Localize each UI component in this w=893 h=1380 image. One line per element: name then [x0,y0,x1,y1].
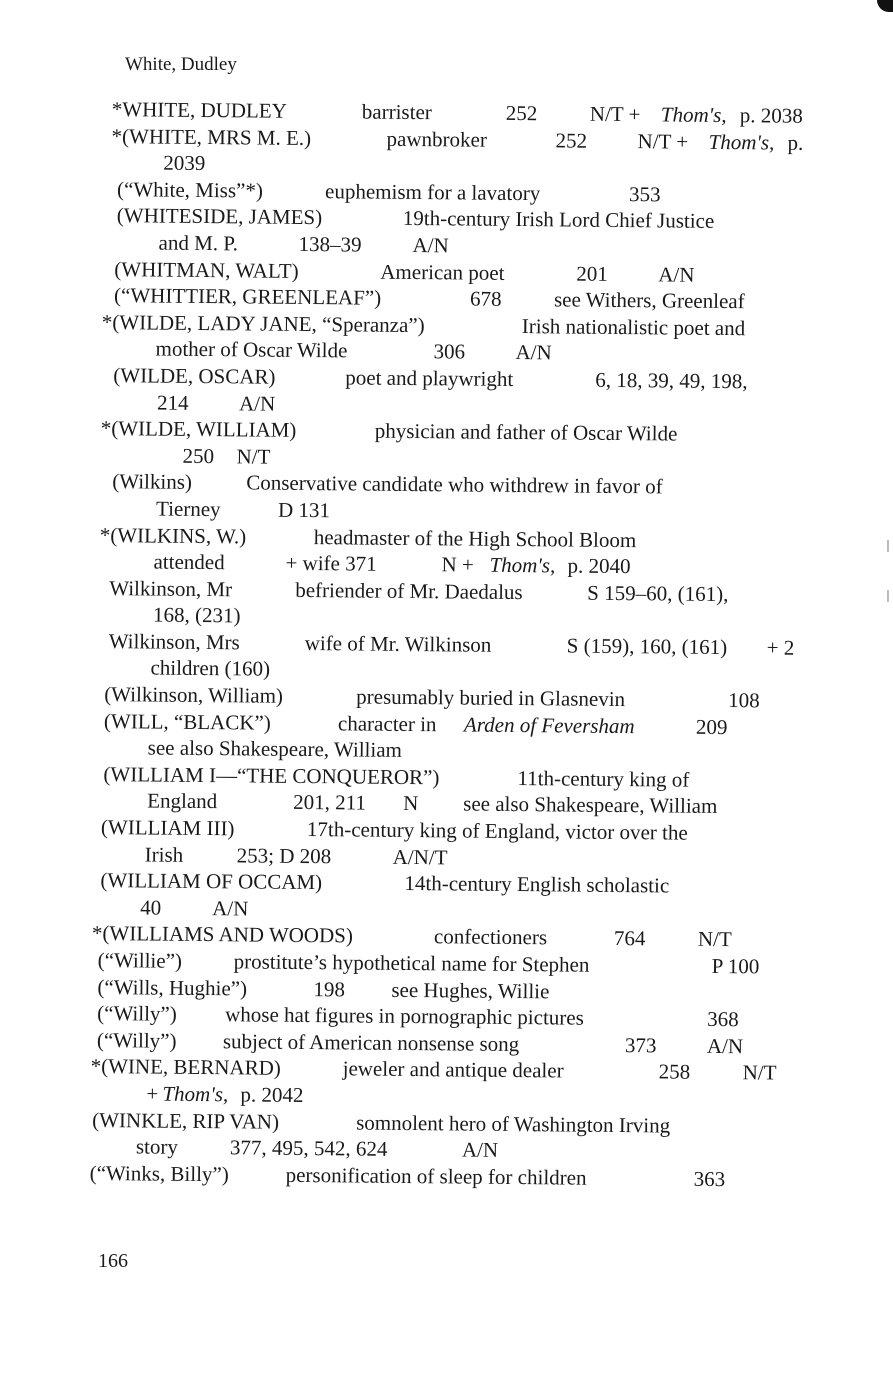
entry-field: + wife 371 [285,550,377,576]
entry-field: 363 [693,1166,726,1191]
entry-field: 14th-century English scholastic [404,871,670,898]
entry-term: (WILDE, OSCAR) [113,363,276,389]
entry-field: 11th-century king of [517,765,690,792]
index-entry [95,575,815,635]
entry-field: somnolent hero of Washington Irving [356,1110,671,1138]
scan-corner-mark [877,0,893,12]
entry-term: (“Willy”) [96,1027,177,1053]
entry-field: 40 [140,895,162,920]
entry-field: 201, 211 [293,790,367,816]
index-entry [96,415,816,475]
entry-headline [90,1160,810,1194]
entry-field: 678 [469,286,502,312]
index-entry [97,309,817,369]
page-number: 166 [98,1250,128,1272]
entry-field: 368 [707,1007,739,1032]
entry-field: pawnbroker [386,126,488,152]
entry-term: (“Willy”) [97,1001,177,1026]
entry-term: *(WILKINS, W.) [99,522,247,548]
entry-term: (“Wills, Hughie”) [97,974,248,1001]
entry-field: Conservative candidate who withdrew in favor of [246,470,663,499]
entry-field: 252 [505,100,538,126]
entry-field: + [146,1081,159,1106]
entry-field: and M. P. [158,230,239,256]
entry-field: p. [787,130,804,155]
index-entry [90,1053,810,1113]
entry-field: 250 [182,443,215,468]
entry-field: A/N/T [392,844,448,869]
entry-term: (WILLIAM III) [100,815,235,841]
index-entry [99,123,819,183]
entry-field: 17th-century king of England, victor over the [306,817,688,845]
entry-field: N/T [742,1060,777,1085]
index-entry [90,1160,810,1194]
entry-field: S 159–60, (161), [587,580,729,606]
entry-field: 168, (231) [152,602,241,628]
entry-field: 353 [628,181,661,207]
entry-term: *WHITE, DUDLEY [111,97,287,123]
entry-term: (WHITESIDE, JAMES) [116,203,323,230]
entry-field: P 100 [711,953,760,979]
entry-field: befriender of Mr. Daedalus [295,577,523,604]
entry-field: 19th-century Irish Lord Chief Justice [402,206,715,234]
entry-field: A/N [706,1033,744,1058]
entry-field: presumably buried in Glasnevin [356,684,626,712]
entry-field: Arden of Feversham [463,712,635,738]
entry-field: Tierney [155,496,221,522]
entry-field: Thom's, [162,1081,229,1107]
entry-field: 214 [156,390,189,415]
entry-field: N/T + [589,101,641,127]
entry-term: *(WILLIAMS AND WOODS) [91,921,353,948]
entry-field: wife of Mr. Wilkinson [304,630,492,657]
entry-field: jeweler and antique dealer [342,1056,564,1083]
index-entry [94,708,814,768]
entry-field: whose hat figures in pornographic pictures [225,1002,584,1030]
entry-field: A/N [212,895,249,921]
entry-field: 2039 [163,150,206,176]
entry-field: headmaster of the High School Bloom [313,524,637,552]
entry-term: Wilkinson, Mr [109,575,233,601]
entry-field: D 131 [277,497,331,523]
entry-field: p. 2042 [240,1082,304,1107]
margin-tick [887,540,889,552]
entry-field: 258 [658,1059,691,1085]
index-entry [95,521,815,581]
entry-field: children (160) [150,655,271,682]
entry-term: *(WHITE, MRS M. E.) [111,123,312,150]
index-entry [90,1107,810,1167]
entry-term: (WILL, “BLACK”) [103,708,271,735]
entry-term: (“Willie”) [97,948,183,973]
entry-field: A/N [658,261,695,287]
index-entry [94,628,814,688]
entry-field: see Hughes, Willie [391,977,550,1003]
entry-field: see Withers, Greenleaf [553,287,745,314]
index-entry [97,362,817,422]
entry-term: *(WILDE, LADY JANE, “Speranza”) [101,309,425,337]
entry-field: physician and father of Oscar Wilde [374,418,678,446]
entry-field: see also Shakespeare, William [147,735,403,763]
entry-field: 198 [313,976,346,1001]
entry-term: (WINKLE, RIP VAN) [92,1107,280,1134]
entry-field: personification of sleep for children [285,1162,587,1190]
entry-field: confectioners [433,924,548,950]
entry-term: (WILLIAM I—“THE CONQUEROR”) [103,761,440,790]
entry-field: p. 2040 [567,553,631,579]
entry-field: Thom's, [660,102,727,128]
index-entry [96,468,816,528]
entry-field: see also Shakespeare, William [463,791,718,819]
entry-field: 6, 18, 39, 49, 198, [595,367,748,394]
entry-term: *(WILDE, WILLIAM) [100,416,297,443]
entry-field: Irish [144,842,184,867]
entry-field: 377, 495, 542, 624 [229,1135,388,1161]
entry-field: 252 [555,127,588,153]
entry-field: + 2 [766,635,795,660]
index-entry [93,814,813,874]
entry-field: mother of Oscar Wilde [155,336,348,363]
entry-term: (Wilkinson, William) [104,682,284,708]
entry-field: N/T [697,927,732,952]
entry-term: (WHITMAN, WALT) [114,256,299,283]
entry-field: euphemism for a lavatory [324,178,541,206]
entry-field: A/N [412,232,449,258]
entry-field: S (159), 160, (161) [566,633,728,659]
entry-field: 108 [728,688,760,713]
entry-term: (WILLIAM OF OCCAM) [100,868,323,895]
entry-field: 764 [613,926,646,951]
entry-term: (Wilkins) [112,469,193,495]
entry-field: attended [153,549,225,575]
entry-field: 201 [576,261,608,286]
entry-field: 373 [624,1032,657,1058]
entry-term: *(WINE, BERNARD) [90,1054,281,1081]
entry-field: American poet [380,259,505,285]
entry-field: poet and playwright [345,365,514,391]
entry-term: (“Winks, Billy”) [89,1160,229,1187]
entry-field: A/N [461,1137,499,1163]
entry-field: N [403,791,419,816]
entry-field: subject of American nonsense song [222,1029,520,1056]
entry-field: prostitute’s hypothetical name for Stephen [233,949,590,977]
entry-field: p. 2038 [739,103,803,128]
entry-field: 138–39 [298,231,362,257]
entry-field: England [147,788,218,814]
index-entry [92,867,812,927]
index-entry [98,202,818,262]
entry-field: A/N [238,390,276,416]
entry-term: (“White, Miss”*) [116,176,264,203]
entry-field: N/T + [637,128,689,154]
index-entry [93,761,813,821]
entry-field: N + [441,552,474,577]
entry-term: Wilkinson, Mrs [108,628,240,655]
margin-tick [887,590,889,602]
entry-field: A/N [515,340,552,365]
entry-field: Thom's, [489,552,556,578]
entry-field: character in [337,710,437,736]
entry-field: Irish nationalistic poet and [521,313,746,340]
running-head: White, Dudley [125,54,237,75]
entry-field: 306 [433,339,466,364]
entry-field: story [135,1134,179,1159]
entry-term: (“WHITTIER, GREENLEAF”) [113,283,382,310]
entry-field: 209 [695,714,728,739]
entry-field: barrister [361,99,432,125]
index-entries [90,96,820,1193]
entry-field: 253; D 208 [236,842,332,868]
entry-field: Thom's, [708,129,775,155]
entry-field: N/T [236,444,271,469]
